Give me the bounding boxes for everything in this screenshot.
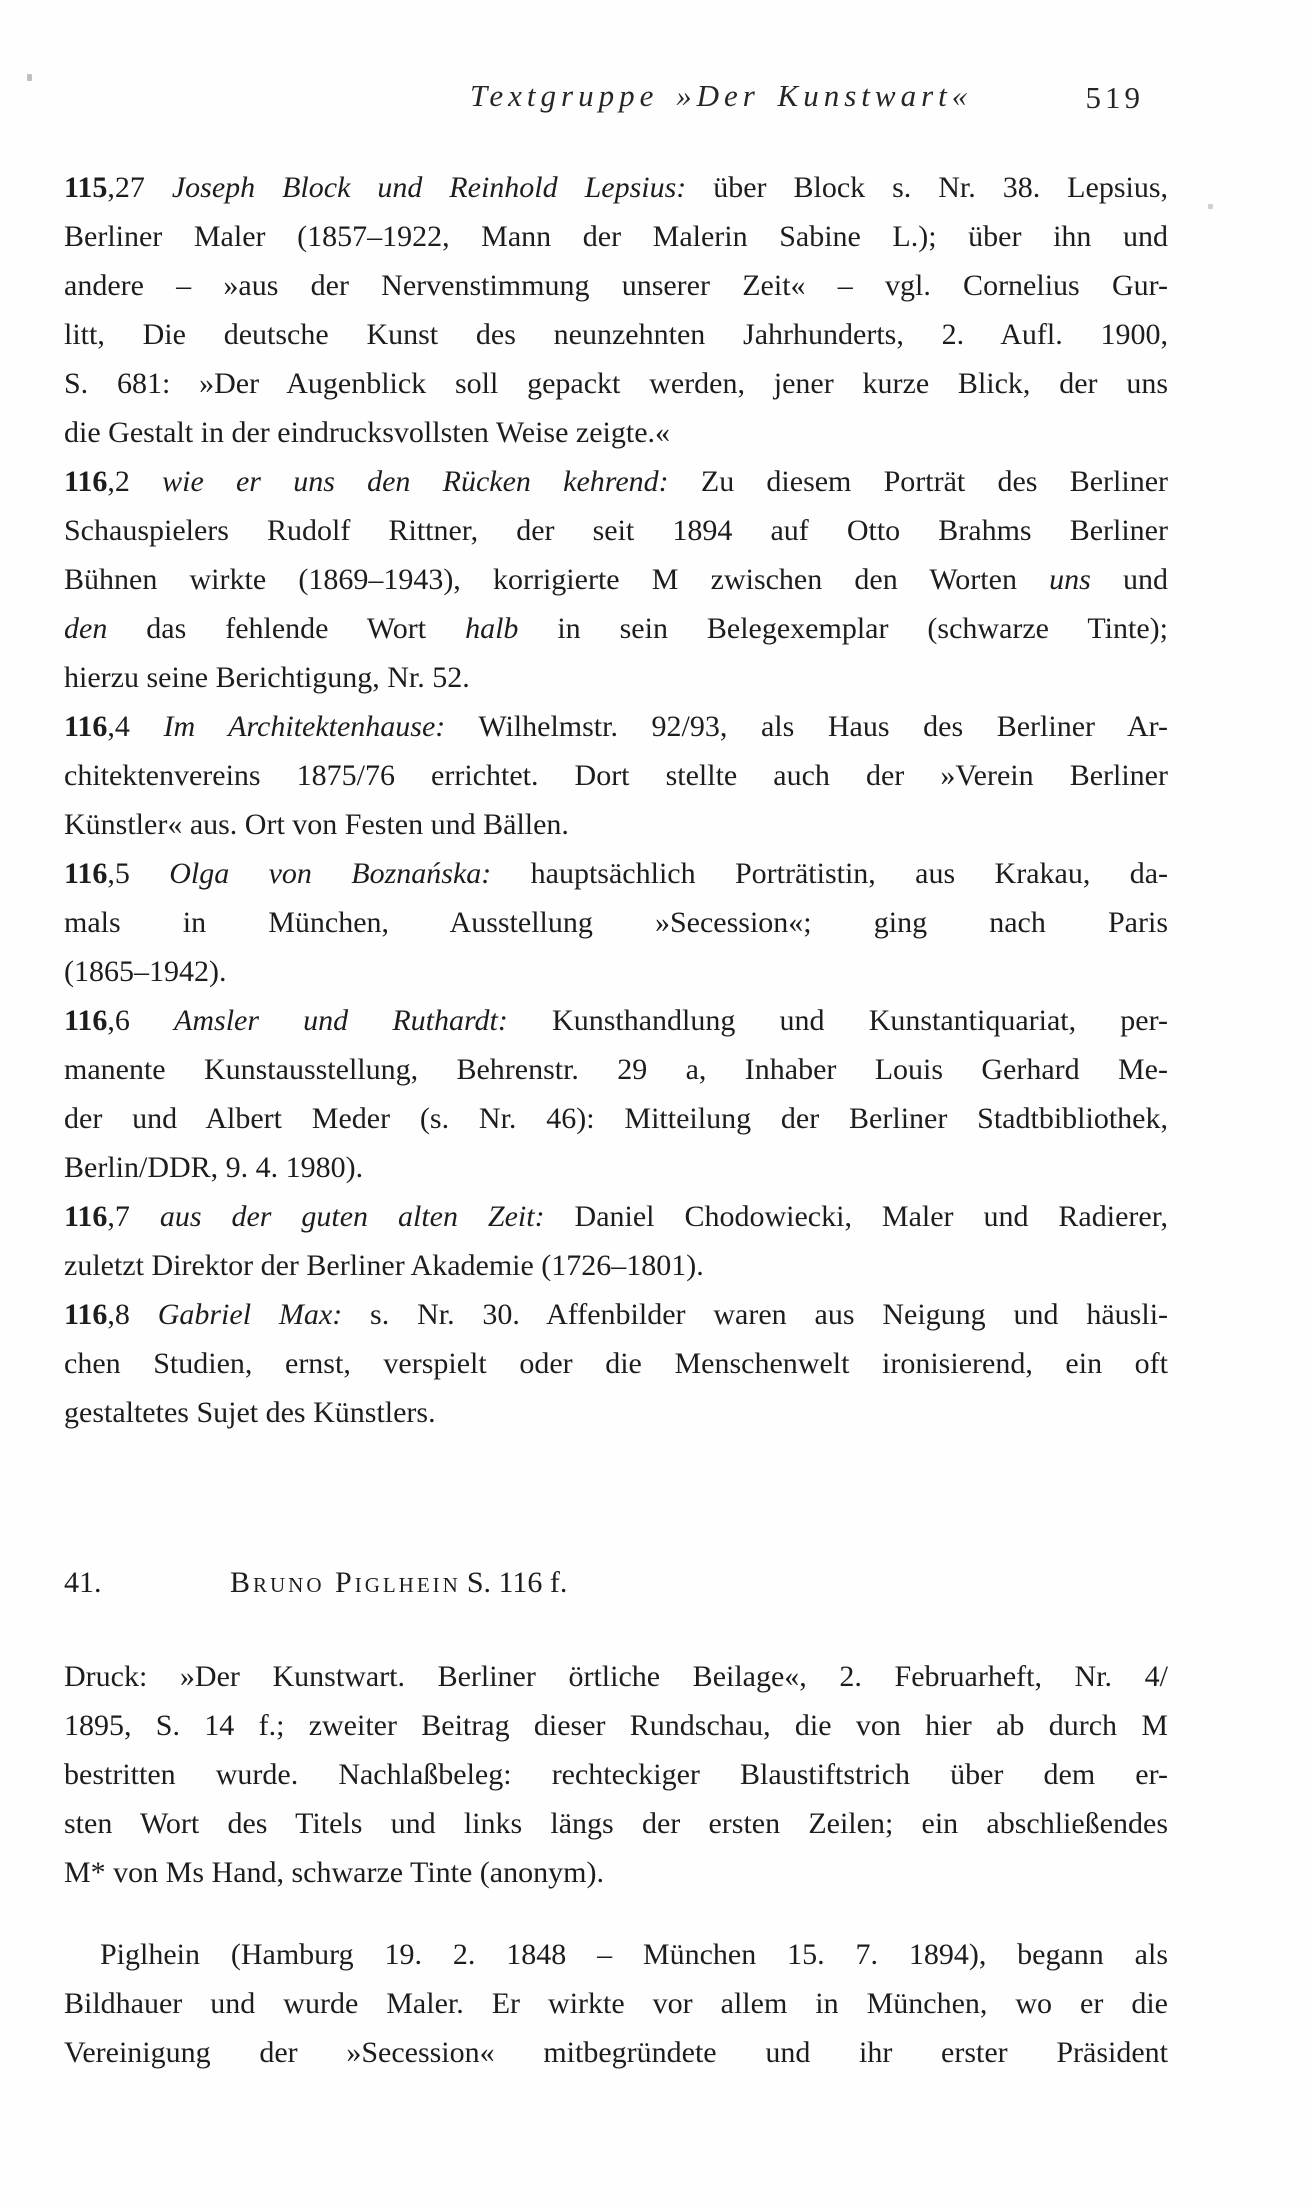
scan-artifact (27, 74, 32, 81)
print-note-section (64, 1652, 1168, 1897)
text-line (64, 2028, 1168, 2077)
body-text: s. Nr. 30. Affenbilder waren aus Neigung und häusli- (342, 1298, 1169, 1331)
body-text: M* von Ms Hand, schwarze Tinte (anonym). (64, 1856, 604, 1889)
note-number: 116 (64, 1004, 108, 1037)
body-text: Berlin/DDR, 9. 4. 1980). (64, 1151, 364, 1184)
lemma-text: wie er uns den Rücken kehrend: (162, 465, 669, 498)
body-text: Künstler« aus. Ort von Festen und Bällen. (64, 808, 569, 841)
body-text: ,4 (107, 710, 164, 743)
body-text: das fehlende Wort (107, 612, 466, 645)
text-line (64, 898, 1168, 947)
body-text: (1865–1942). (64, 955, 227, 988)
body-text: andere – »aus der Nervenstimmung unserer Zeit« – vgl. Cornelius Gur- (64, 269, 1168, 302)
notes-section (64, 163, 1168, 1437)
body-text: die Gestalt in der eindrucksvollsten Weise zeigte.« (64, 416, 671, 449)
page-number: 519 (1085, 80, 1144, 115)
note-number: 116 (64, 1200, 108, 1233)
body-text: Wilhelmstr. 92/93, als Haus des Berliner Ar- (445, 710, 1168, 743)
body-text: 1895, S. 14 f.; zweiter Beitrag dieser Rundschau, die von hier ab durch M (64, 1709, 1168, 1742)
body-text: Piglhein (Hamburg 19. 2. 1848 – München 15. 7. 1894), begann als (100, 1938, 1168, 1971)
running-head (64, 74, 1168, 120)
text-line (64, 310, 1168, 359)
note-number: 116 (64, 857, 108, 890)
body-text: und (1090, 563, 1168, 596)
text-line (64, 1652, 1168, 1701)
lemma-text: den (64, 612, 108, 645)
text-line (64, 1339, 1168, 1388)
text-line (64, 653, 1168, 702)
text-line (64, 1979, 1168, 2028)
body-text: Bühnen wirkte (1869–1943), korrigierte M zwischen den Worten (64, 563, 1050, 596)
body-text: ,2 (107, 465, 163, 498)
text-block (64, 163, 1168, 2077)
lemma-text: Olga von Boznańska: (169, 857, 492, 890)
body-text: chitektenvereins 1875/76 errichtet. Dort stellte auch der »Verein Berliner (64, 759, 1168, 792)
note-number: 116 (64, 710, 108, 743)
body-text: Vereinigung der »Secession« mitbegründete und ihr erster Präsident (64, 2036, 1168, 2069)
note-number: 116 (64, 1298, 108, 1331)
text-line (64, 212, 1168, 261)
body-text: zuletzt Direktor der Berliner Akademie (1726–1801). (64, 1249, 704, 1282)
text-line (64, 457, 1168, 506)
body-text: in sein Belegexemplar (schwarze Tinte); (518, 612, 1168, 645)
commentary-section (64, 1930, 1168, 2077)
text-line (64, 1094, 1168, 1143)
text-line (64, 800, 1168, 849)
body-text: hierzu seine Berichtigung, Nr. 52. (64, 661, 470, 694)
body-text: Kunsthandlung und Kunstantiquariat, per- (507, 1004, 1168, 1037)
body-text: litt, Die deutsche Kunst des neunzehnten Jahrhunderts, 2. Aufl. 1900, (64, 318, 1168, 351)
lemma-text: Im Architektenhause: (163, 710, 446, 743)
body-text: ,7 (107, 1200, 160, 1233)
text-line (64, 1930, 1168, 1979)
body-text: Bildhauer und wurde Maler. Er wirkte vor allem in München, wo er die (64, 1987, 1168, 2020)
text-line (64, 359, 1168, 408)
body-text: Berliner Maler (1857–1922, Mann der Malerin Sabine L.); über ihn und (64, 220, 1168, 253)
text-line (64, 849, 1168, 898)
body-text: ,27 (107, 171, 172, 204)
section-title: Bruno Piglhein (230, 1566, 461, 1599)
body-text: über Block s. Nr. 38. Lepsius, (686, 171, 1169, 204)
lemma-text: Amsler und Ruthardt: (174, 1004, 508, 1037)
section-title-pages: S. 116 f. (466, 1566, 568, 1599)
body-text: Schauspielers Rudolf Rittner, der seit 1894 auf Otto Brahms Berliner (64, 514, 1168, 547)
text-line (64, 1848, 1168, 1897)
text-line (64, 996, 1168, 1045)
lemma-text: halb (465, 612, 519, 645)
text-line (64, 947, 1168, 996)
text-line (64, 1750, 1168, 1799)
section-number: 41. (64, 1566, 102, 1599)
note-number: 115 (64, 171, 108, 204)
lemma-text: Joseph Block und Reinhold Lepsius: (171, 171, 687, 204)
text-line (64, 555, 1168, 604)
body-text: der und Albert Meder (s. Nr. 46): Mitteilung der Berliner Stadtbibliothek, (64, 1102, 1168, 1135)
text-line (64, 1388, 1168, 1437)
text-line (64, 1701, 1168, 1750)
text-line (64, 261, 1168, 310)
body-text: chen Studien, ernst, verspielt oder die Menschenwelt ironisierend, ein oft (64, 1347, 1168, 1380)
text-line (64, 408, 1168, 457)
lemma-text: Gabriel Max: (157, 1298, 343, 1331)
text-line (64, 1799, 1168, 1848)
section-heading (64, 1558, 1168, 1607)
body-text: mals in München, Ausstellung »Secession«; ging nach Paris (64, 906, 1168, 939)
text-line (64, 604, 1168, 653)
lemma-text: aus der guten alten Zeit: (159, 1200, 545, 1233)
body-text: Daniel Chodowiecki, Maler und Radierer, (544, 1200, 1168, 1233)
body-text: ,6 (107, 1004, 175, 1037)
text-line (64, 702, 1168, 751)
scan-artifact (1208, 204, 1213, 209)
text-line (64, 1045, 1168, 1094)
running-title: Textgruppe »Der Kunstwart« (470, 78, 973, 113)
text-line (64, 1241, 1168, 1290)
body-text: Druck: »Der Kunstwart. Berliner örtliche Beilage«, 2. Februarheft, Nr. 4/ (64, 1660, 1168, 1693)
text-line (64, 506, 1168, 555)
lemma-text: uns (1049, 563, 1091, 596)
body-text: gestaltetes Sujet des Künstlers. (64, 1396, 436, 1429)
body-text: ,5 (107, 857, 170, 890)
text-line (64, 1290, 1168, 1339)
note-number: 116 (64, 465, 108, 498)
text-line (64, 163, 1168, 212)
text-line (64, 751, 1168, 800)
body-text: S. 681: »Der Augenblick soll gepackt werden, jener kurze Blick, der uns (64, 367, 1168, 400)
body-text: ,8 (107, 1298, 158, 1331)
body-text: manente Kunstausstellung, Behrenstr. 29 a, Inhaber Louis Gerhard Me- (64, 1053, 1168, 1086)
body-text: bestritten wurde. Nachlaßbeleg: rechteckiger Blaustiftstrich über dem er- (64, 1758, 1168, 1791)
body-text: Zu diesem Porträt des Berliner (668, 465, 1169, 498)
text-line (64, 1192, 1168, 1241)
body-text: sten Wort des Titels und links längs der ersten Zeilen; ein abschließendes (64, 1807, 1168, 1840)
body-text: hauptsächlich Porträtistin, aus Krakau, da- (491, 857, 1168, 890)
text-line (64, 1143, 1168, 1192)
